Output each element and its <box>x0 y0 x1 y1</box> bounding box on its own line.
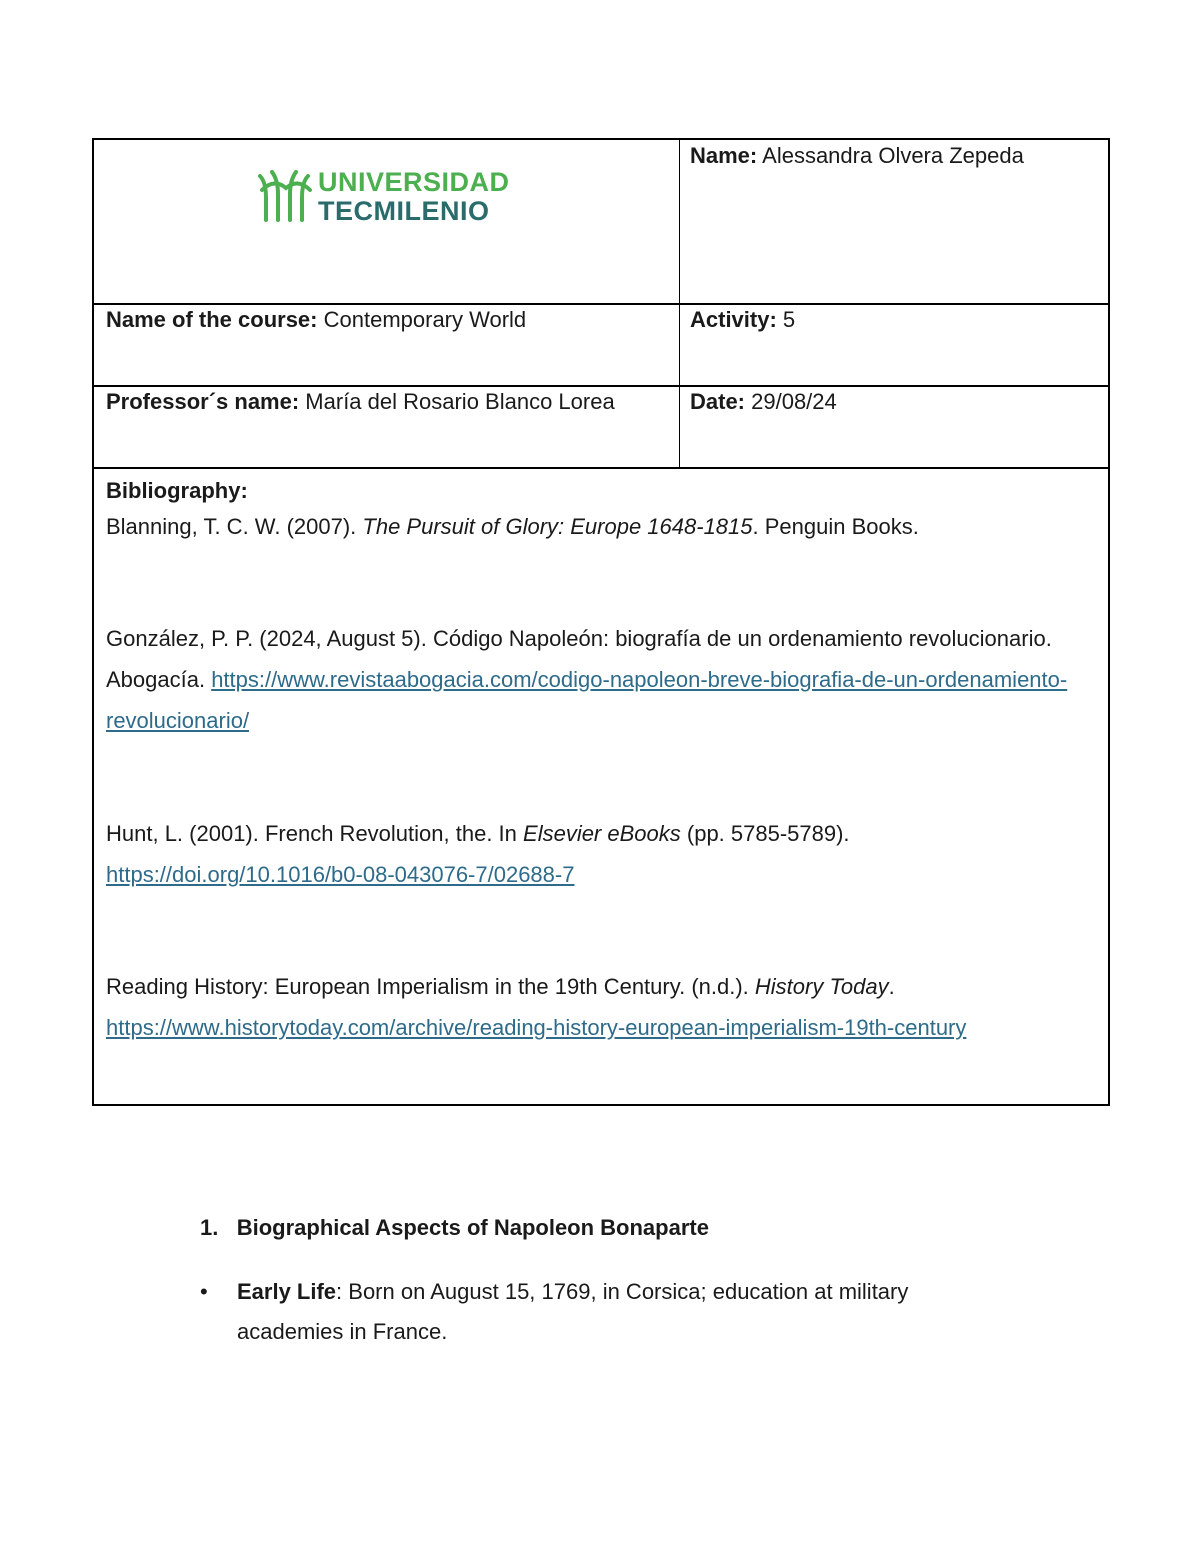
bibliography-entry <box>106 966 1096 1048</box>
section-heading <box>200 1215 709 1241</box>
entry-title: The Pursuit of Glory: Europe 1648-1815 <box>362 514 753 539</box>
activity-cell <box>690 306 1100 334</box>
header-table <box>92 138 1110 1106</box>
entry-text: . Penguin Books. <box>752 514 919 539</box>
leaf-logo-icon <box>258 168 314 224</box>
professor-cell <box>106 388 676 416</box>
section-number: 1. <box>200 1215 219 1240</box>
entry-text: González, P. P. (2024, August 5). Código Napoleón: biografía de un ordenamiento revolucionario. Abogacía. <box>106 626 1052 692</box>
entry-title: Elsevier eBooks <box>523 821 681 846</box>
entry-text: Blanning, T. C. W. (2007). <box>106 514 363 539</box>
entry-text: (pp. 5785-5789). <box>680 821 850 846</box>
entry-link[interactable]: https://doi.org/10.1016/b0-08-043076-7/02688-7 <box>106 862 575 887</box>
course-value: Contemporary World <box>317 307 527 332</box>
activity-value: 5 <box>776 307 796 332</box>
entry-title: History Today <box>754 974 889 999</box>
date-label: Date: <box>690 389 746 414</box>
bullet-label: Early Life <box>237 1279 337 1304</box>
activity-label: Activity: <box>690 307 777 332</box>
bullet-icon: • <box>200 1279 208 1304</box>
bibliography-entry <box>106 813 1096 895</box>
date-value: 29/08/24 <box>745 389 837 414</box>
bibliography-entry <box>106 618 1096 741</box>
table-divider <box>94 467 1108 469</box>
professor-value: María del Rosario Blanco Lorea <box>299 389 615 414</box>
bullet-text <box>237 1272 997 1352</box>
table-divider <box>94 385 1108 387</box>
student-name-value: Alessandra Olvera Zepeda <box>757 143 1024 168</box>
student-name-cell <box>690 142 1100 170</box>
professor-label: Professor´s name: <box>106 389 300 414</box>
bullet-body: : Born on August 15, 1769, in Corsica; education at military academies in France. <box>237 1279 909 1344</box>
bibliography-heading <box>106 470 1096 511</box>
bibliography-entry <box>106 506 1096 547</box>
entry-text: . <box>888 974 895 999</box>
entry-link[interactable]: https://www.revistaabogacia.com/codigo-napoleon-breve-biografia-de-un-ordenamiento-revolucionario/ <box>106 667 1068 733</box>
table-divider <box>94 303 1108 305</box>
course-cell <box>106 306 676 334</box>
entry-link[interactable]: https://www.historytoday.com/archive/reading-history-european-imperialism-19th-century <box>106 1015 967 1040</box>
logo-wordmark <box>318 168 510 226</box>
entry-text: Hunt, L. (2001). French Revolution, the. In <box>106 821 524 846</box>
date-cell <box>690 388 1100 416</box>
logo-line-1: UNIVERSIDAD <box>318 167 510 197</box>
section-title: Biographical Aspects of Napoleon Bonaparte <box>236 1215 709 1240</box>
bibliography-label: Bibliography: <box>106 478 248 503</box>
student-name-label: Name: <box>690 143 758 168</box>
university-logo <box>258 166 528 226</box>
logo-line-2: TECMILENIO <box>318 196 490 226</box>
entry-text: Reading History: European Imperialism in the 19th Century. (n.d.). <box>106 974 755 999</box>
course-label: Name of the course: <box>106 307 318 332</box>
